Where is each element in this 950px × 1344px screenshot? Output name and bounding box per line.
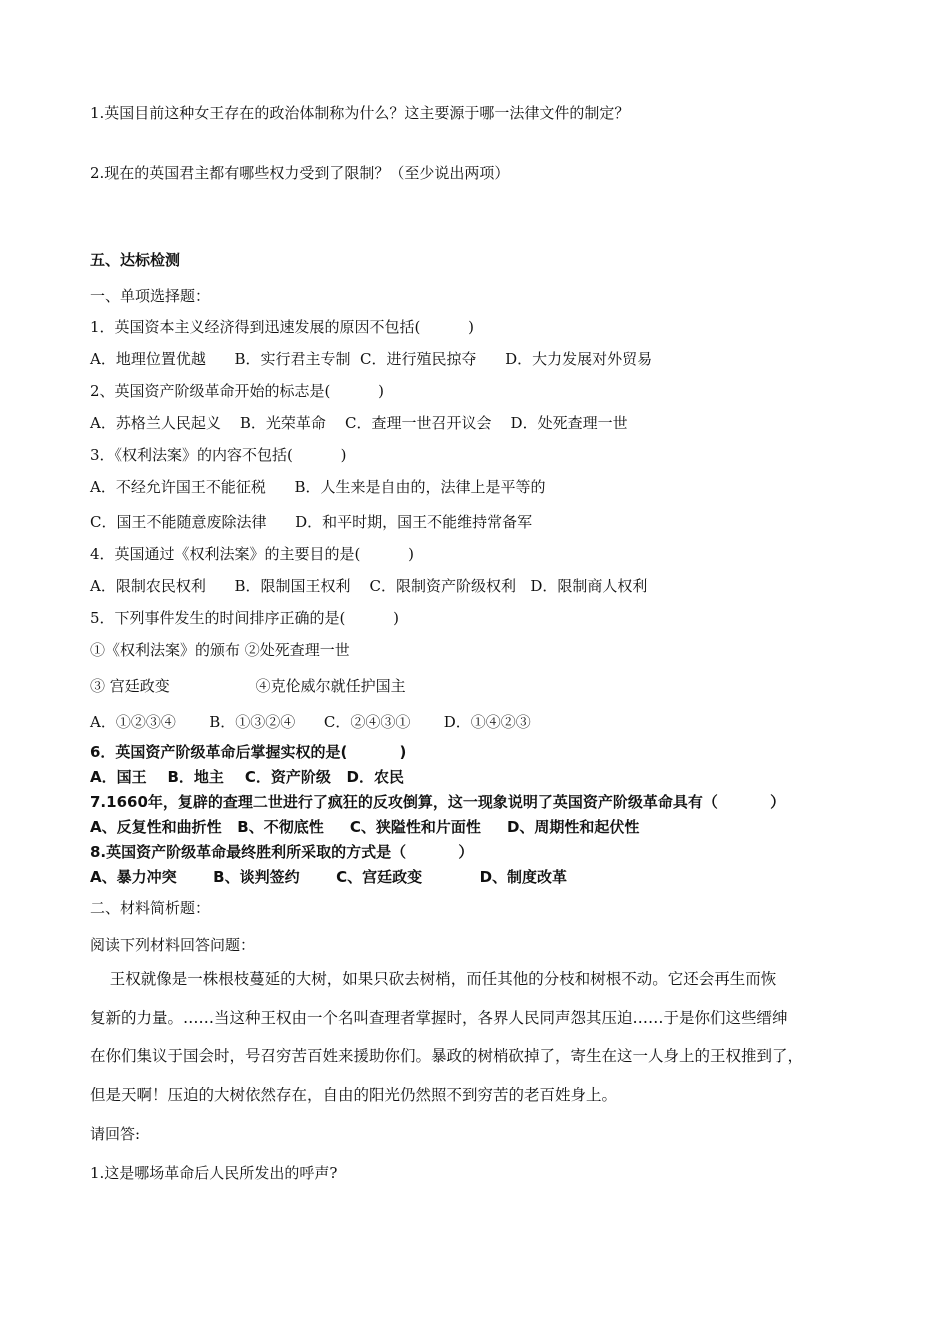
mcq-5-items-b: ③ 宫廷政变 ④克伦威尔就任护国主 xyxy=(90,677,406,695)
mcq-1-options: A．地理位置优越 B．实行君主专制 C．进行殖民掠夺 D．大力发展对外贸易 xyxy=(90,350,653,368)
mcq-3-options-a: A．不经允许国王不能征税 B．人生来是自由的，法律上是平等的 xyxy=(90,478,546,496)
part2-heading: 二、材料简析题： xyxy=(90,899,211,917)
mcq-5-items-a: ①《权利法案》的颁布 ②处死查理一世 xyxy=(90,641,350,659)
passage-line-1: 王权就像是一株根枝蔓延的大树，如果只砍去树梢，而任其他的分枝和树根不动。它还会再生而恢 xyxy=(90,970,777,988)
section-heading: 五、达标检测 xyxy=(90,251,181,269)
question-2: 2.现在的英国君主都有哪些权力受到了限制？（至少说出两项） xyxy=(90,164,510,182)
passage-line-2: 复新的力量。……当这种王权由一个名叫查理者掌握时，各界人民同声怨其压迫……于是你们这些缙绅 xyxy=(90,1009,788,1027)
mcq-6-question: 6．英国资产阶级革命后掌握实权的是( ) xyxy=(90,743,407,761)
mcq-3-question: 3．《权利法案》的内容不包括( ) xyxy=(90,446,347,464)
part1-heading: 一、单项选择题： xyxy=(90,287,211,305)
mcq-3-options-b: C．国王不能随意废除法律 D．和平时期，国王不能维持常备军 xyxy=(90,513,533,531)
mcq-7-options: A、反复性和曲折性 B、不彻底性 C、狭隘性和片面性 D、周期性和起伏性 xyxy=(90,818,640,836)
instruction: 阅读下列材料回答问题： xyxy=(90,936,256,954)
mcq-6-options: A．国王 B．地主 C．资产阶级 D．农民 xyxy=(90,768,404,786)
mcq-7-question: 7.1660年，复辟的查理二世进行了疯狂的反攻倒算，这一现象说明了英国资产阶级革命具有（ ） xyxy=(90,793,786,811)
final-question: 1.这是哪场革命后人民所发出的呼声? xyxy=(90,1164,338,1182)
mcq-1-question: 1．英国资本主义经济得到迅速发展的原因不包括( ) xyxy=(90,318,474,336)
mcq-4-question: 4．英国通过《权利法案》的主要目的是( ) xyxy=(90,545,414,563)
mcq-5-options: A．①②③④ B．①③②④ C．②④③① D．①④②③ xyxy=(90,713,531,731)
mcq-8-options: A、暴力冲突 B、谈判签约 C、宫廷政变 D、制度改革 xyxy=(90,868,568,886)
mcq-2-options: A．苏格兰人民起义 B．光荣革命 C．查理一世召开议会 D．处死查理一世 xyxy=(90,414,628,432)
passage-line-3: 在你们集议于国会时，号召穷苦百姓来援助你们。暴政的树梢砍掉了，寄生在这一人身上的王权推到了， xyxy=(90,1047,804,1065)
answer-prompt: 请回答: xyxy=(90,1125,141,1143)
mcq-4-options: A．限制农民权利 B．限制国王权利 C．限制资产阶级权利 D．限制商人权利 xyxy=(90,577,648,595)
question-1: 1.英国目前这种女王存在的政治体制称为什么？这主要源于哪一法律文件的制定？ xyxy=(90,104,630,122)
mcq-8-question: 8.英国资产阶级革命最终胜利所采取的方式是（ ） xyxy=(90,843,474,861)
mcq-5-question: 5．下列事件发生的时间排序正确的是( ) xyxy=(90,609,399,627)
mcq-2-question: 2、英国资产阶级革命开始的标志是( ) xyxy=(90,382,384,400)
passage-line-4: 但是天啊！压迫的大树依然存在，自由的阳光仍然照不到穷苦的老百姓身上。 xyxy=(90,1086,618,1104)
